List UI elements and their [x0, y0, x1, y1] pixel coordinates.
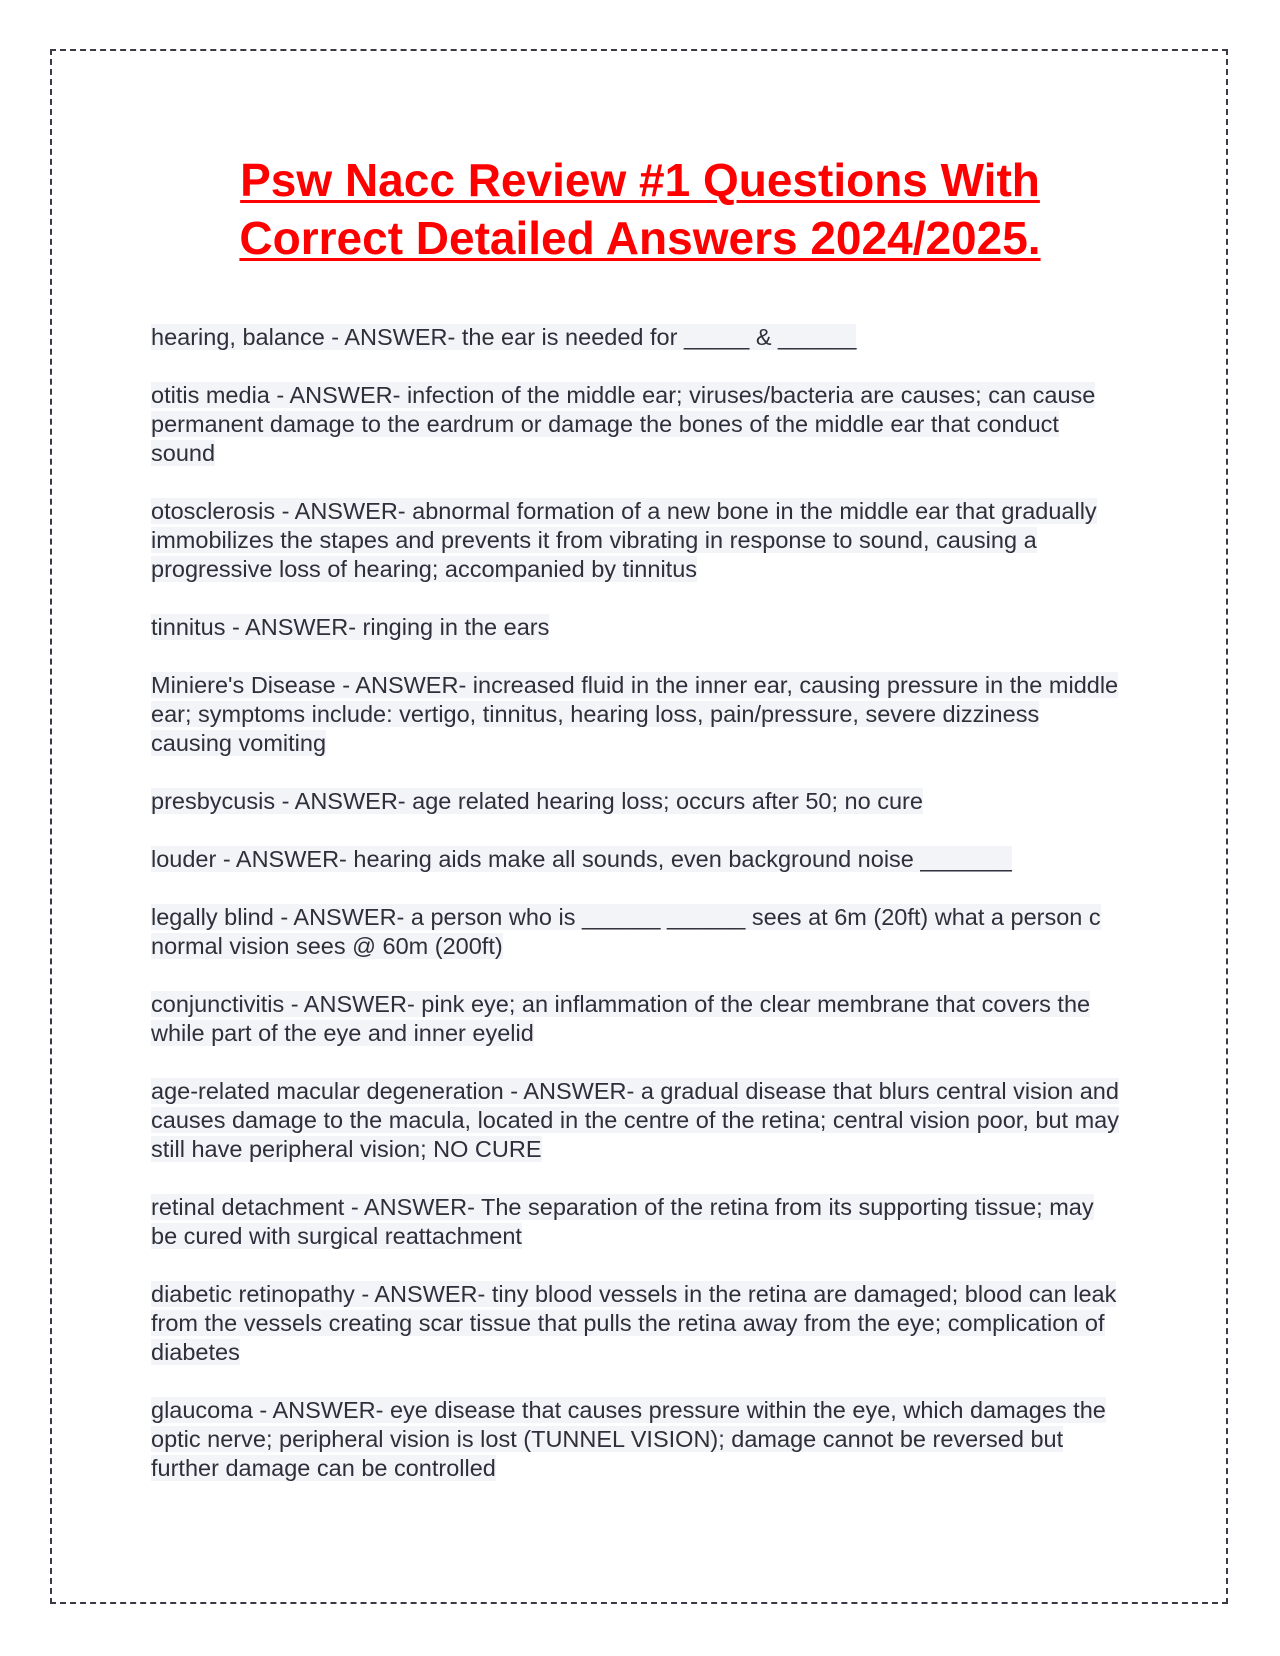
qa-entry: [151, 787, 1121, 816]
qa-entry-text: conjunctivitis - ANSWER- pink eye; an inflammation of the clear membrane that covers the while part of the eye and inner eyelid: [151, 991, 1091, 1046]
qa-entry-text: tinnitus - ANSWER- ringing in the ears: [151, 614, 550, 640]
qa-list: [151, 323, 1121, 1512]
qa-entry-text: legally blind - ANSWER- a person who is ______ ______ sees at 6m (20ft) what a person c normal vision sees @ 60m (200ft): [151, 904, 1101, 959]
qa-entry: [151, 381, 1121, 468]
document-title: [150, 151, 1130, 267]
qa-entry-text: presbycusis - ANSWER- age related hearing loss; occurs after 50; no cure: [151, 788, 923, 814]
qa-entry: [151, 845, 1121, 874]
qa-entry-text: otosclerosis - ANSWER- abnormal formation of a new bone in the middle ear that gradually immobilizes the stapes and prevents it from vibrating in response to sound, causing a progressive loss of hearing; accompanied by tinnitus: [151, 498, 1097, 582]
qa-entry: [151, 1280, 1121, 1367]
qa-entry-text: louder - ANSWER- hearing aids make all sounds, even background noise _______: [151, 846, 1012, 872]
title-line-1: Psw Nacc Review #1 Questions With: [240, 154, 1040, 206]
qa-entry-text: diabetic retinopathy - ANSWER- tiny blood vessels in the retina are damaged; blood can leak from the vessels creating scar tissue that pulls the retina away from the eye; complication of diabetes: [151, 1281, 1117, 1365]
qa-entry-text: age-related macular degeneration - ANSWER- a gradual disease that blurs central vision and causes damage to the macula, located in the centre of the retina; central vision poor, but may still have peripheral vision; NO CURE: [151, 1078, 1119, 1162]
qa-entry-text: hearing, balance - ANSWER- the ear is needed for _____ & ______: [151, 324, 857, 350]
qa-entry-text: retinal detachment - ANSWER- The separation of the retina from its supporting tissue; may be cured with surgical reattachment: [151, 1194, 1094, 1249]
title-line-2: Correct Detailed Answers 2024/2025.: [239, 212, 1041, 264]
qa-entry: [151, 1193, 1121, 1251]
qa-entry-text: otitis media - ANSWER- infection of the middle ear; viruses/bacteria are causes; can cause permanent damage to the eardrum or damage the bones of the middle ear that conduct sound: [151, 382, 1096, 466]
qa-entry: [151, 903, 1121, 961]
qa-entry: [151, 323, 1121, 352]
qa-entry: [151, 497, 1121, 584]
qa-entry-text: glaucoma - ANSWER- eye disease that causes pressure within the eye, which damages the optic nerve; peripheral vision is lost (TUNNEL VISION); damage cannot be reversed but further damage can be controlled: [151, 1397, 1106, 1481]
qa-entry: [151, 1396, 1121, 1483]
qa-entry: [151, 990, 1121, 1048]
qa-entry: [151, 671, 1121, 758]
qa-entry-text: Miniere's Disease - ANSWER- increased fluid in the inner ear, causing pressure in the middle ear; symptoms include: vertigo, tinnitus, hearing loss, pain/pressure, severe dizziness causing vomiting: [151, 672, 1119, 756]
qa-entry: [151, 1077, 1121, 1164]
qa-entry: [151, 613, 1121, 642]
